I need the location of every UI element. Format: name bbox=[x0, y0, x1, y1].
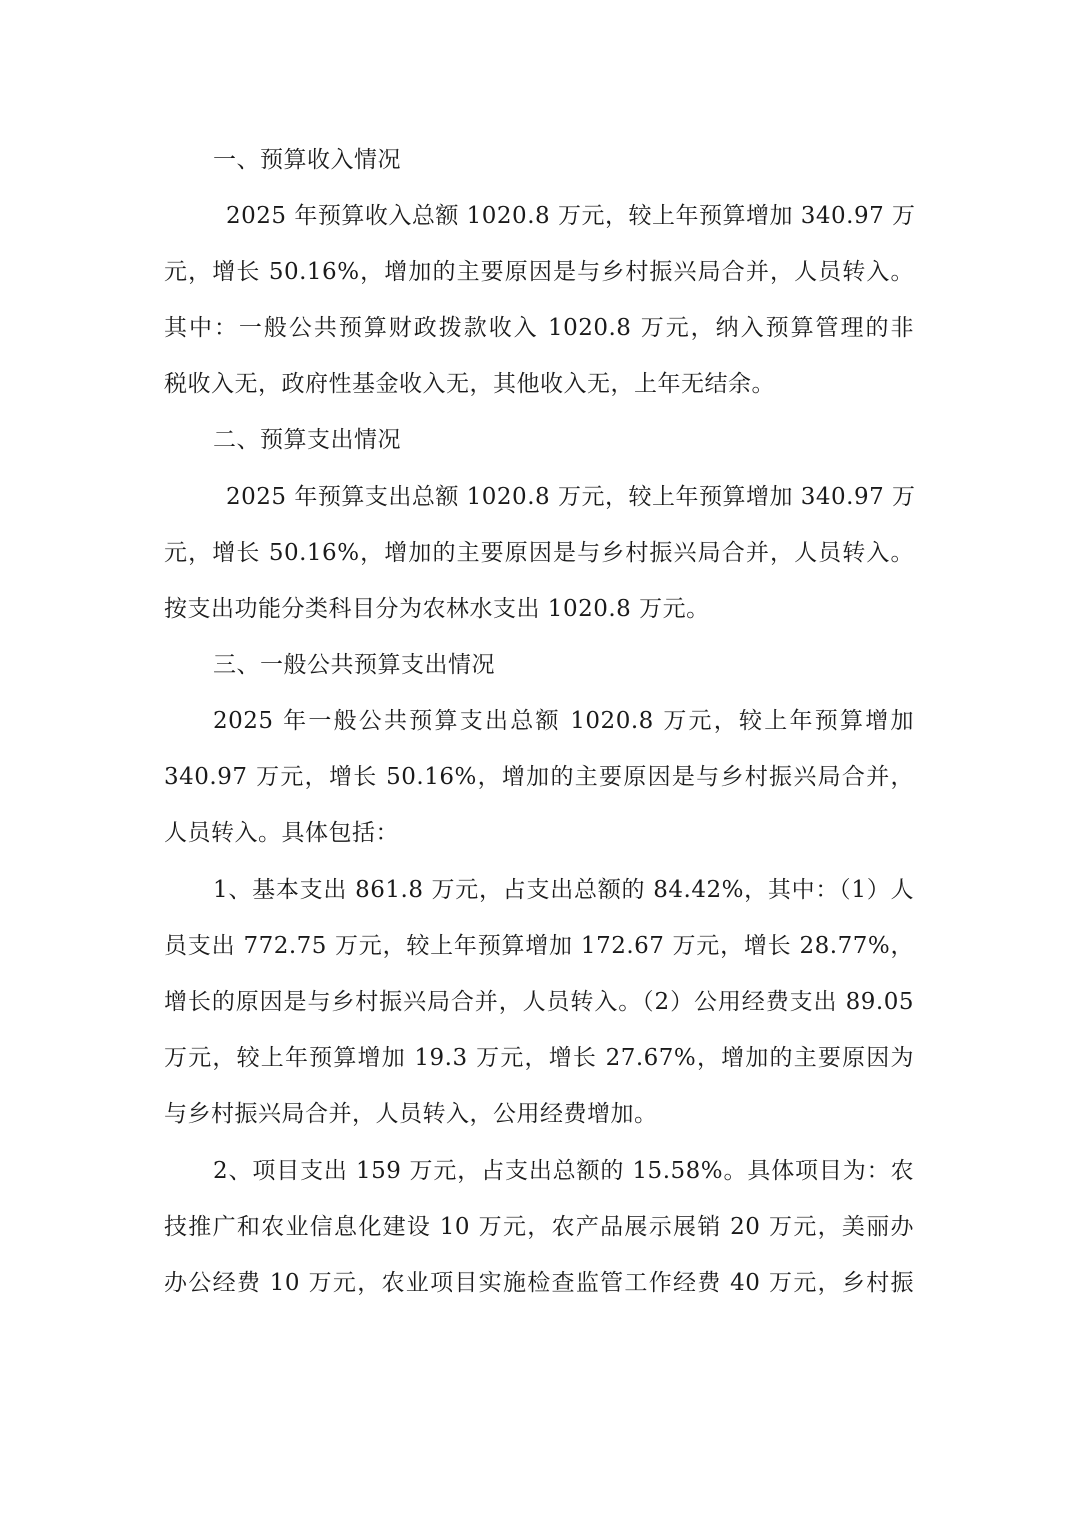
paragraph-line: 340.97 万元，增长 50.16%，增加的主要原因是与乡村振兴局合并， bbox=[164, 764, 914, 790]
paragraph-line: 2025 年一般公共预算支出总额 1020.8 万元，较上年预算增加 bbox=[213, 708, 914, 734]
paragraph-line: 2、项目支出 159 万元，占支出总额的 15.58%。具体项目为：农 bbox=[213, 1158, 914, 1184]
paragraph-line: 1、基本支出 861.8 万元，占支出总额的 84.42%，其中：（1）人 bbox=[213, 877, 914, 903]
paragraph-line: 技推广和农业信息化建设 10 万元，农产品展示展销 20 万元，美丽办 bbox=[164, 1214, 914, 1240]
paragraph-line: 员支出 772.75 万元，较上年预算增加 172.67 万元，增长 28.77%， bbox=[164, 933, 914, 959]
paragraph-line: 元，增长 50.16%，增加的主要原因是与乡村振兴局合并，人员转入。 bbox=[164, 259, 914, 285]
paragraph-line: 增长的原因是与乡村振兴局合并，人员转入。（2）公用经费支出 89.05 bbox=[164, 989, 914, 1015]
paragraph-line: 2025 年预算收入总额 1020.8 万元，较上年预算增加 340.97 万 bbox=[226, 203, 916, 229]
paragraph-line: 元，增长 50.16%，增加的主要原因是与乡村振兴局合并，人员转入。 bbox=[164, 540, 914, 566]
paragraph-line: 按支出功能分类科目分为农林水支出 1020.8 万元。 bbox=[164, 596, 710, 622]
paragraph-line: 万元，较上年预算增加 19.3 万元，增长 27.67%，增加的主要原因为 bbox=[164, 1045, 914, 1071]
section-heading-general-public-budget: 三、一般公共预算支出情况 bbox=[213, 652, 495, 678]
paragraph-line: 与乡村振兴局合并，人员转入，公用经费增加。 bbox=[164, 1101, 658, 1127]
section-heading-budget-income: 一、预算收入情况 bbox=[213, 147, 401, 173]
section-heading-budget-expenditure: 二、预算支出情况 bbox=[213, 427, 401, 453]
paragraph-line: 税收入无，政府性基金收入无，其他收入无，上年无结余。 bbox=[164, 371, 775, 397]
paragraph-line: 人员转入。具体包括： bbox=[164, 820, 399, 846]
paragraph-line: 2025 年预算支出总额 1020.8 万元，较上年预算增加 340.97 万 bbox=[226, 484, 916, 510]
paragraph-line: 办公经费 10 万元，农业项目实施检查监管工作经费 40 万元，乡村振 bbox=[164, 1270, 914, 1296]
paragraph-line: 其中：一般公共预算财政拨款收入 1020.8 万元，纳入预算管理的非 bbox=[164, 315, 914, 341]
